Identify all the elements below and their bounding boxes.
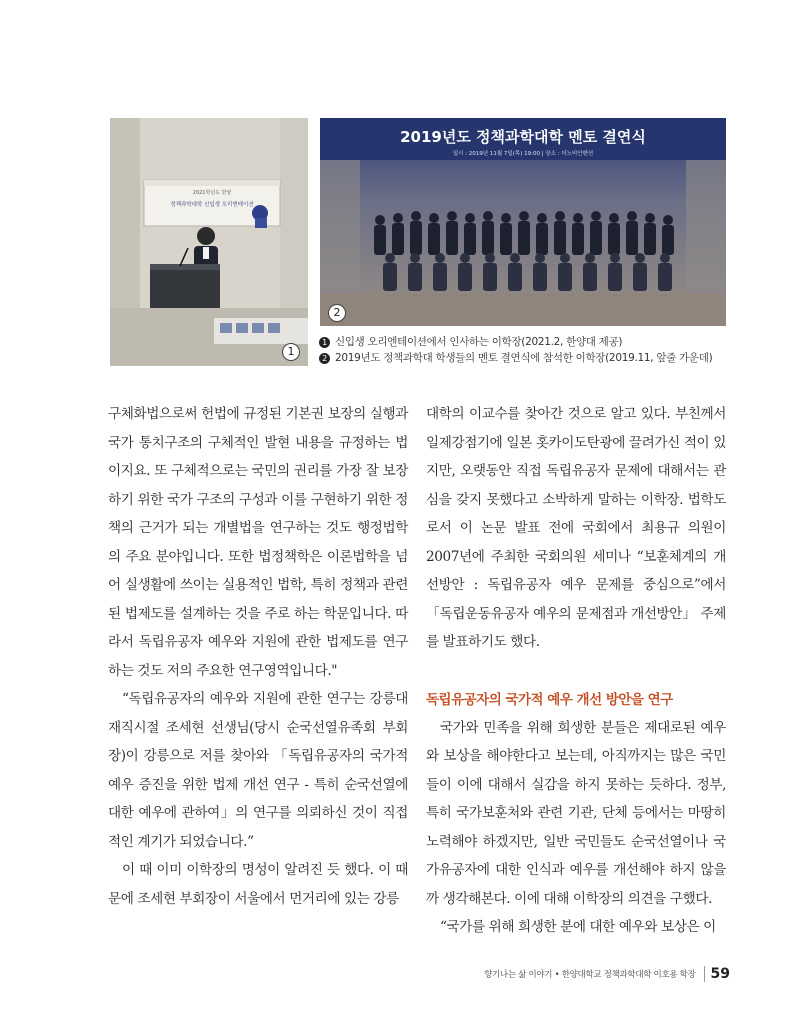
page-footer [450, 962, 730, 986]
orientation-photo [110, 118, 308, 366]
caption-1-text: 신입생 오리엔테이션에서 인사하는 이학장(2021.2, 한양대 제공) [335, 336, 623, 348]
page-number: 59 [710, 966, 730, 982]
banner-subtitle: 일시 : 2019년 11월 7일(목) 19:00 | 장소 : 더노비안펜션 [452, 151, 594, 157]
screen-title: 정책과학대학 신입생 오리엔테이션 [170, 202, 254, 208]
mentoring-ceremony-photo [320, 118, 726, 326]
running-footer-text: 향기나는 삶 이야기 • 한양대학교 정책과학대학 이호용 학장 [484, 970, 696, 980]
right-paragraph-1: 대학의 이교수를 찾아간 것으로 알고 있다. 부친께서 일제강점기에 일본 홋카이도탄광에 끌려가신 적이 있지만, 오랫동안 직접 독립유공자 문제에 대해서는 관심을 갖지 못했다고 소박하게 말하는 이학장. 법학도로서 이 논문 발표 전에 국회에서 최용규 의원이 2007년에 주최한 국회의원 세미나 “보훈체계의 개선방안 : 독립유공자 예우 문제를 중심으로”에서 「독립운동유공자 예우의 문제점과 개선방안」 주제를 발표하기도 했다. [426, 406, 726, 650]
caption-2-text: 2019년도 정책과학대 학생들의 멘토 결연식에 참석한 이학장(2019.11, 앞줄 가운데) [335, 352, 713, 364]
right-paragraph-3: “국가를 위해 희생한 분에 대한 예우와 보상은 이 [440, 919, 716, 935]
photo2-number-badge: 2 [328, 304, 346, 322]
screen-year: 2021학년도 한양 [192, 190, 232, 196]
caption-1-number: 1 [319, 337, 330, 348]
caption-1 [319, 334, 749, 350]
photo-captions [319, 334, 749, 366]
right-text-column [426, 400, 726, 942]
mentoring-photo-illustration [320, 118, 726, 326]
photo1-number-badge: 1 [282, 343, 300, 361]
left-paragraph-3: 이 때 이미 이학장의 명성이 알려진 듯 했다. 이 때문에 조세현 부회장이 서울에서 먼거리에 있는 강릉 [108, 862, 408, 907]
left-text-column [108, 400, 408, 913]
caption-2-number: 2 [319, 353, 330, 364]
footer-divider [704, 966, 705, 982]
right-paragraph-2: 국가와 민족을 위해 희생한 분들은 제대로된 예우와 보상을 해야한다고 보는데, 아직까지는 많은 국민들이 이에 대해서 실감을 하지 못하는 듯하다. 정부, 특히 국가보훈처와 관련 기관, 단체 등에서는 마땅히 노력해야 하겠지만, 일반 국민들도 순국선열이나 국가유공자에 대한 인식과 예우를 개선해야 하지 않을까 생각해본다. 이에 대해 이학장의 의견을 구했다. [426, 719, 726, 907]
left-paragraph-1: 구체화법으로써 헌법에 규정된 기본권 보장의 실행과 국가 통치구조의 구체적인 발현 내용을 규정하는 법이지요. 또 구체적으로는 국민의 권리를 가장 잘 보장하기 위한 국가 구조의 구성과 이를 구현하기 위한 정책의 근거가 되는 개별법을 연구하는 것도 행정법학의 주요 분야입니다. 또한 법정책학은 이론법학을 넘어 실생활에 쓰이는 실용적인 법학, 특히 정책과 관련된 법제도를 설계하는 것을 주로 하는 학문입니다. 따라서 독립유공자 예우와 지원에 관한 법제도를 연구하는 것도 저의 주요한 연구영역입니다." [108, 406, 408, 679]
caption-2 [319, 350, 749, 366]
left-paragraph-2: “독립유공자의 예우와 지원에 관한 연구는 강릉대 재직시절 조세현 선생님(당시 순국선열유족회 부회장)이 강릉으로 저를 찾아와 「독립유공자의 국가적 예우 증진을 위한 법제 개선 연구 - 특히 순국선열에 대한 예우에 관하여」의 연구를 의뢰하신 것이 직접적인 계기가 되었습니다.” [108, 691, 408, 850]
banner-title: 2019년도 정책과학대학 멘토 결연식 [400, 128, 646, 146]
section-heading: 독립유공자의 국가적 예우 개선 방안을 연구 [426, 691, 673, 708]
orientation-photo-illustration [110, 118, 308, 366]
